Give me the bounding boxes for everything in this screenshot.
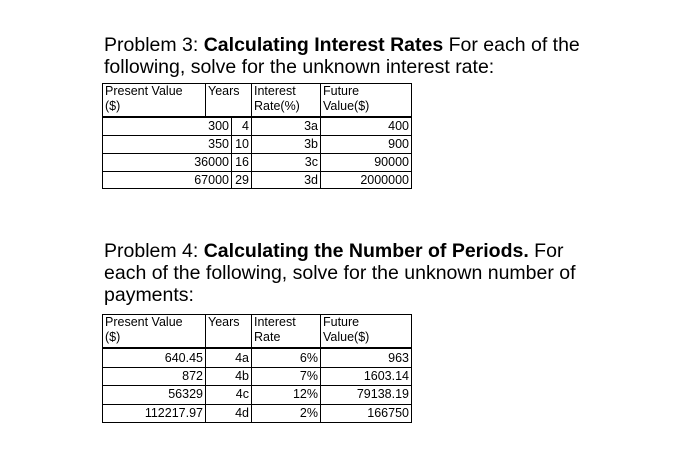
problem-3-title-bold: Calculating Interest Rates (203, 34, 444, 56)
header-future-value-unit: Value($) (323, 99, 370, 113)
table-cell: 79138.19 (356, 387, 409, 401)
table-cell: 166750 (367, 406, 409, 420)
table-cell: 2000000 (360, 173, 409, 187)
table-cell: 90000 (374, 155, 409, 169)
table-cell: 6% (299, 351, 318, 365)
table-cell: 16 (235, 155, 249, 169)
header-future-value-unit: Value($) (323, 330, 370, 344)
header-present-value-unit: ($) (105, 99, 121, 113)
problem-4-title-suffix: For each of the following, solve for the unknown number of payments: (104, 240, 576, 306)
table-cell: 4d (235, 406, 249, 420)
table-cell: 112217.97 (144, 406, 203, 420)
table-cell: 1603.14 (363, 369, 409, 383)
table-cell: 400 (388, 119, 409, 133)
table-cell: 3c (304, 155, 318, 169)
table-cell: 350 (208, 137, 229, 151)
table-cell: 3b (304, 137, 318, 151)
header-interest-unit: Rate(%) (254, 99, 300, 113)
table-cell: 4b (235, 369, 249, 383)
problem-3-title (104, 34, 604, 78)
header-future-value: Future (323, 84, 360, 98)
table-cell: 36000 (194, 155, 229, 169)
problem-4-title (104, 240, 604, 306)
table-cell: 4c (235, 387, 249, 401)
problem-3-title-suffix: For each of the following, solve for the unknown interest rate: (104, 34, 580, 78)
header-years: Years (208, 315, 240, 329)
table-cell: 4 (242, 119, 249, 133)
header-interest: Interest (254, 315, 296, 329)
header-present-value-unit: ($) (105, 330, 121, 344)
header-future-value: Future (323, 315, 360, 329)
table-cell: 4a (235, 351, 249, 365)
table-cell: 640.45 (164, 351, 203, 365)
table-cell: 67000 (194, 173, 229, 187)
table-cell: 10 (235, 137, 249, 151)
table-cell: 872 (182, 369, 203, 383)
header-years: Years (208, 84, 240, 98)
header-interest-unit: Rate (254, 330, 281, 344)
table-cell: 7% (299, 369, 318, 383)
table-cell: 56329 (168, 387, 203, 401)
table-cell: 29 (235, 173, 249, 187)
problem-4-title-prefix: Problem 4: (104, 240, 204, 262)
table-cell: 12% (292, 387, 318, 401)
table-cell: 2% (299, 406, 318, 420)
table-cell: 3a (304, 119, 318, 133)
header-present-value: Present Value (105, 315, 183, 329)
problem-3-title-prefix: Problem 3: (104, 34, 204, 56)
table-cell: 900 (388, 137, 409, 151)
header-present-value: Present Value (105, 84, 183, 98)
problem-4-title-bold: Calculating the Number of Periods. (203, 240, 529, 262)
table-cell: 3d (304, 173, 318, 187)
table-cell: 300 (208, 119, 229, 133)
header-interest: Interest (254, 84, 296, 98)
table-cell: 963 (388, 351, 409, 365)
